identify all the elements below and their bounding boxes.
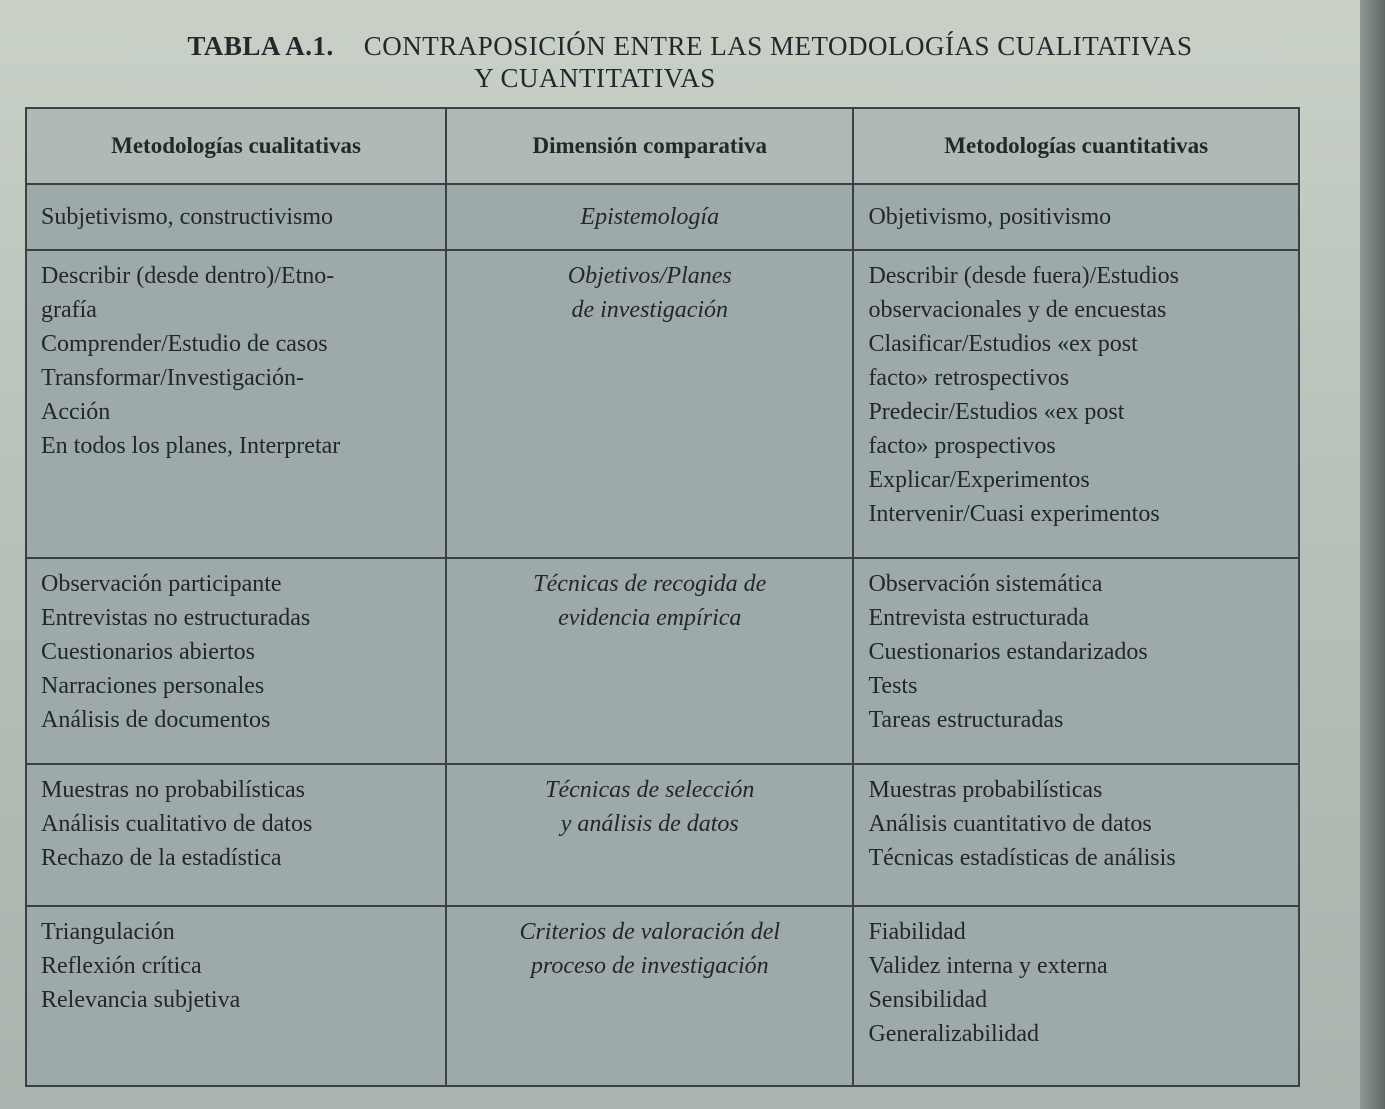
title-line-2: Y CUANTITATIVAS — [474, 63, 716, 93]
cell-quantitative — [853, 558, 1299, 764]
cell-dimension — [446, 184, 853, 250]
cell-quantitative-line: Análisis cuantitativo de datos — [868, 811, 1152, 837]
cell-qualitative-line: Triangulación — [41, 919, 175, 945]
cell-qualitative — [26, 764, 446, 906]
table-row — [26, 764, 1299, 906]
cell-quantitative-line: Validez interna y externa — [868, 953, 1108, 979]
cell-dimension-line: Epistemología — [580, 204, 720, 230]
cell-dimension-line: Criterios de valoración del — [519, 919, 781, 945]
cell-qualitative — [26, 184, 446, 250]
cell-qualitative-line: Describir (desde dentro)/Etno- — [41, 263, 335, 289]
cell-quantitative-line: Objetivismo, positivismo — [868, 204, 1112, 230]
cell-quantitative-line: Tareas estructuradas — [868, 707, 1064, 733]
cell-qualitative-line: Observación participante — [41, 571, 282, 597]
cell-quantitative-line: Sensibilidad — [868, 987, 988, 1013]
cell-qualitative — [26, 250, 446, 558]
cell-qualitative-line: Comprender/Estudio de casos — [41, 331, 328, 357]
table-row — [26, 250, 1299, 558]
cell-quantitative-line: Describir (desde fuera)/Estudios — [868, 263, 1179, 289]
cell-quantitative — [853, 184, 1299, 250]
cell-quantitative-line: Entrevista estructurada — [868, 605, 1090, 631]
cell-qualitative-line: Acción — [41, 399, 111, 425]
cell-qualitative-line: Análisis de documentos — [41, 707, 271, 733]
cell-dimension-line: y análisis de datos — [560, 811, 739, 837]
table-label: TABLA A.1. — [187, 31, 334, 61]
cell-qualitative-line: Transformar/Investigación- — [41, 365, 305, 391]
cell-quantitative-line: facto» retrospectivos — [868, 365, 1070, 391]
cell-quantitative-line: observacionales y de encuestas — [868, 297, 1167, 323]
cell-dimension-line: Técnicas de selección — [545, 777, 755, 803]
cell-quantitative-line: Generalizabilidad — [868, 1021, 1040, 1047]
cell-qualitative-line: Cuestionarios abiertos — [41, 639, 255, 665]
cell-qualitative — [26, 906, 446, 1086]
table-row — [26, 558, 1299, 764]
cell-qualitative — [26, 558, 446, 764]
cell-quantitative — [853, 250, 1299, 558]
cell-qualitative-line: Subjetivismo, constructivismo — [41, 204, 333, 230]
cell-dimension-line: de investigación — [571, 297, 729, 323]
cell-qualitative-line: Muestras no probabilísticas — [41, 777, 305, 803]
cell-quantitative-line: Muestras probabilísticas — [868, 777, 1103, 803]
page-edge-shadow — [1360, 0, 1385, 1109]
cell-qualitative-line: Narraciones personales — [41, 673, 265, 699]
cell-qualitative-line: grafía — [41, 297, 97, 323]
cell-dimension-line: Técnicas de recogida de — [533, 571, 767, 597]
cell-quantitative-line: Intervenir/Cuasi experimentos — [868, 501, 1160, 527]
title-line-1: CONTRAPOSICIÓN ENTRE LAS METODOLOGÍAS CUALITATIVAS — [363, 31, 1193, 61]
cell-quantitative-line: facto» prospectivos — [868, 433, 1056, 459]
cell-dimension-line: evidencia empírica — [558, 605, 742, 631]
cell-dimension-line: Objetivos/Planes — [567, 263, 732, 289]
table-row — [26, 906, 1299, 1086]
cell-dimension — [446, 906, 853, 1086]
cell-qualitative-line: En todos los planes, Interpretar — [41, 433, 341, 459]
comparison-table — [25, 107, 1300, 1087]
cell-dimension — [446, 764, 853, 906]
table-header-row — [26, 108, 1299, 184]
cell-quantitative-line: Predecir/Estudios «ex post — [868, 399, 1125, 425]
cell-quantitative — [853, 764, 1299, 906]
cell-dimension-line: proceso de investigación — [530, 953, 769, 979]
cell-quantitative-line: Explicar/Experimentos — [868, 467, 1090, 493]
cell-qualitative-line: Relevancia subjetiva — [41, 987, 241, 1013]
cell-qualitative-line: Análisis cualitativo de datos — [41, 811, 313, 837]
cell-quantitative-line: Tests — [868, 673, 918, 699]
cell-qualitative-line: Reflexión crítica — [41, 953, 202, 979]
cell-dimension — [446, 250, 853, 558]
cell-quantitative-line: Técnicas estadísticas de análisis — [868, 845, 1176, 871]
cell-dimension — [446, 558, 853, 764]
table-row — [26, 184, 1299, 250]
cell-quantitative-line: Cuestionarios estandarizados — [868, 639, 1148, 665]
cell-quantitative-line: Observación sistemática — [868, 571, 1103, 597]
cell-qualitative-line: Rechazo de la estadística — [41, 845, 282, 871]
header-qualitative: Metodologías cualitativas — [26, 108, 446, 184]
header-dimension: Dimensión comparativa — [446, 108, 853, 184]
cell-quantitative — [853, 906, 1299, 1086]
cell-quantitative-line: Clasificar/Estudios «ex post — [868, 331, 1138, 357]
cell-quantitative-line: Fiabilidad — [868, 919, 966, 945]
cell-qualitative-line: Entrevistas no estructuradas — [41, 605, 311, 631]
header-quantitative: Metodologías cuantitativas — [853, 108, 1299, 184]
table-title — [140, 30, 1240, 94]
